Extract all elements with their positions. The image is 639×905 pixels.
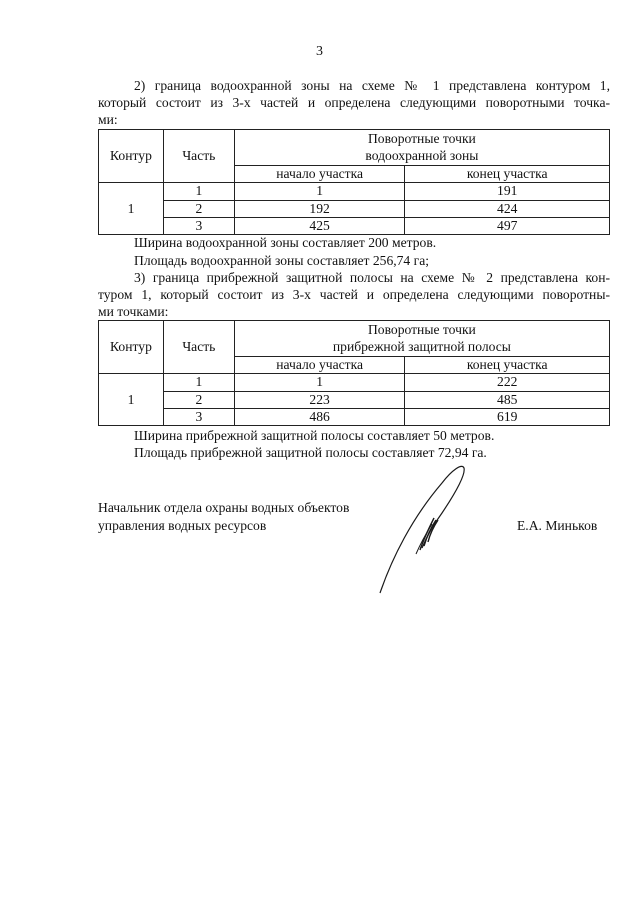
turning-points-table-water-protection-zone: [98, 129, 610, 235]
cell-part: 3: [163, 217, 234, 234]
cell-part: 1: [163, 374, 234, 391]
water-zone-area-text: Площадь водоохранной зоны составляет 256,74 га;: [134, 253, 430, 268]
water-zone-width-text: Ширина водоохранной зоны составляет 200 метров.: [134, 235, 437, 250]
header-end: конец участка: [405, 357, 610, 374]
signatory-title-line1: Начальник отдела охраны водных объектов: [98, 500, 350, 515]
cell-end: 497: [405, 217, 610, 234]
paragraph-line: ми точками:: [98, 304, 169, 319]
cell-end: 191: [405, 183, 610, 200]
cell-contour: 1: [99, 374, 164, 426]
header-turning-points-line1: Поворотные точки: [367, 131, 476, 147]
table-row: [99, 183, 610, 200]
paragraph-line: 2) граница водоохранной зоны на схеме № 1 представлена контуром 1,: [134, 78, 610, 93]
header-turning-points-line2: водоохранной зоны: [365, 147, 479, 163]
handwritten-signature: [372, 458, 472, 598]
signatory-name: Е.А. Миньков: [517, 518, 598, 533]
header-turning-points: [234, 321, 609, 357]
cell-part: 2: [163, 391, 234, 408]
header-contour: Контур: [99, 321, 164, 374]
section-3-paragraph: [98, 270, 610, 320]
cell-start: 1: [234, 183, 405, 200]
cell-start: 425: [234, 217, 405, 234]
coastal-strip-area-text: Площадь прибрежной защитной полосы составляет 72,94 га.: [134, 445, 487, 460]
header-turning-points: [234, 130, 609, 166]
table-row: [99, 200, 610, 217]
cell-part: 3: [163, 408, 234, 425]
cell-end: 619: [405, 408, 610, 425]
turning-points-table-coastal-strip: [98, 320, 610, 426]
cell-start: 192: [234, 200, 405, 217]
paragraph-line: туром 1, который состоит из 3-х частей и определена следующими поворотны-: [98, 287, 610, 302]
header-part: Часть: [163, 130, 234, 183]
cell-end: 424: [405, 200, 610, 217]
paragraph-line: 3) граница прибрежной защитной полосы на схеме № 2 представлена кон-: [134, 270, 610, 285]
table-row: [99, 391, 610, 408]
cell-start: 486: [234, 408, 405, 425]
header-turning-points-line1: Поворотные точки: [367, 322, 476, 338]
cell-start: 1: [234, 374, 405, 391]
header-end: конец участка: [405, 166, 610, 183]
table-row: [99, 408, 610, 425]
table-row: [99, 217, 610, 234]
header-start: начало участка: [234, 357, 405, 374]
section-2-paragraph: [98, 78, 610, 128]
cell-part: 1: [163, 183, 234, 200]
cell-start: 223: [234, 391, 405, 408]
cell-part: 2: [163, 200, 234, 217]
header-contour: Контур: [99, 130, 164, 183]
header-part: Часть: [163, 321, 234, 374]
header-turning-points-line2: прибрежной защитной полосы: [332, 338, 511, 354]
cell-end: 485: [405, 391, 610, 408]
paragraph-line: который состоит из 3-х частей и определена следующими поворотными точка-: [98, 95, 610, 110]
paragraph-line: ми:: [98, 112, 118, 127]
page-number: 3: [316, 44, 323, 59]
table-row: [99, 374, 610, 391]
signatory-title-line2: управления водных ресурсов: [98, 518, 267, 533]
cell-end: 222: [405, 374, 610, 391]
header-start: начало участка: [234, 166, 405, 183]
cell-contour: 1: [99, 183, 164, 235]
coastal-strip-width-text: Ширина прибрежной защитной полосы составляет 50 метров.: [134, 428, 495, 443]
